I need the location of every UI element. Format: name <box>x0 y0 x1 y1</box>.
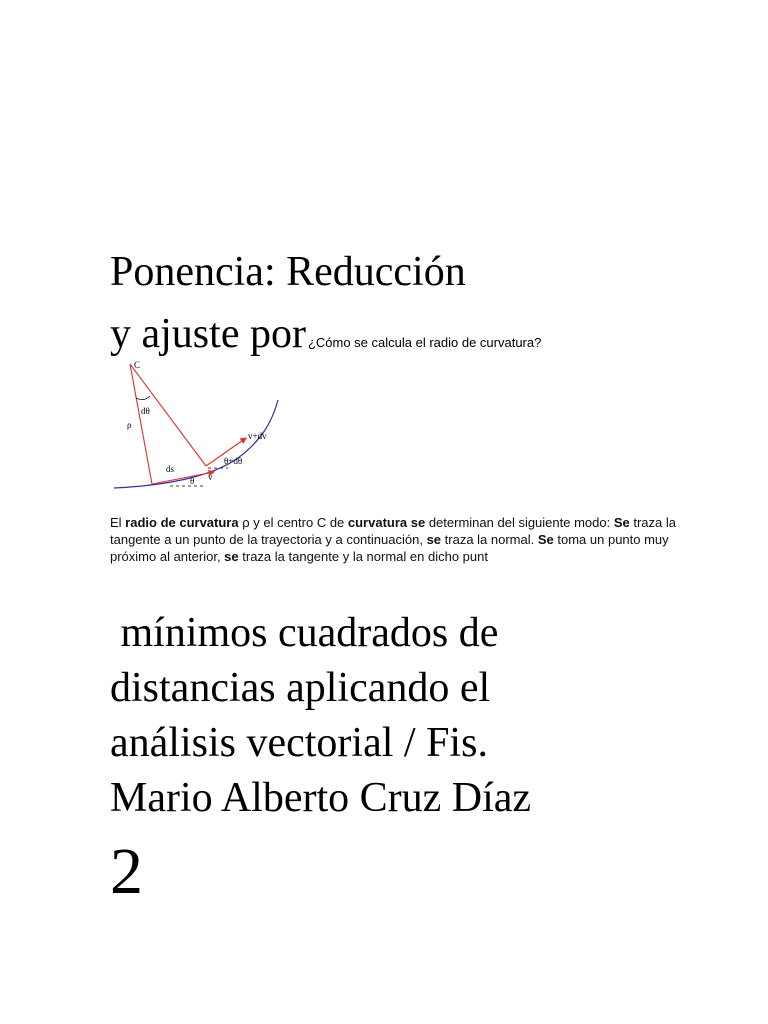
label-dtheta: dθ <box>141 406 150 416</box>
para-bold-6: se <box>224 549 239 564</box>
para-bold-5: Se <box>537 532 554 547</box>
page-number: 2 <box>110 835 143 908</box>
label-ds: ds <box>166 464 175 474</box>
para-text-5: traza la normal. <box>441 532 538 547</box>
title-continuation <box>110 606 730 826</box>
para-bold-4: se <box>426 532 442 547</box>
curvature-paragraph <box>110 514 690 565</box>
label-center-c: C <box>134 360 141 370</box>
label-theta: θ <box>190 476 195 486</box>
curvature-diagram <box>110 358 310 494</box>
title-line-2 <box>110 310 541 358</box>
label-theta-plus-dtheta: θ+dθ <box>224 456 243 466</box>
radius-line-1 <box>130 364 152 484</box>
continuation-line-1: mínimos cuadrados de <box>110 610 499 656</box>
para-text-7: traza la tangente y la normal en dicho punt <box>238 549 488 564</box>
continuation-line-3: análisis vectorial / Fis. <box>110 720 488 766</box>
title-line-2-text: y ajuste por <box>110 311 306 357</box>
para-text-4: traza la tangente a un punto de la trayectoria y a continuación, <box>110 515 676 547</box>
para-bold-2: curvatura se <box>347 515 426 530</box>
continuation-line-4: Mario Alberto Cruz Díaz <box>110 775 532 821</box>
para-text-3: determinan del siguiente modo: <box>425 515 614 530</box>
velocity-vector-v <box>152 472 214 484</box>
para-text-1: El <box>110 515 126 530</box>
continuation-line-2: distancias aplicando el <box>110 665 491 711</box>
para-bold-1: radio de curvatura <box>125 515 239 530</box>
label-v: v <box>208 472 213 482</box>
para-text-6: toma un punto muy próximo al anterior, <box>110 532 669 564</box>
label-v-plus-dv: v+dv <box>248 431 267 441</box>
label-rho: ρ <box>127 420 132 430</box>
dtheta-arc <box>136 396 150 400</box>
para-text-2: ρ y el centro C de <box>238 515 348 530</box>
title-line-1: Ponencia: Reducción <box>110 249 466 295</box>
curvature-question: ¿Cómo se calcula el radio de curvatura? <box>307 335 542 350</box>
para-bold-3: Se <box>613 515 630 530</box>
